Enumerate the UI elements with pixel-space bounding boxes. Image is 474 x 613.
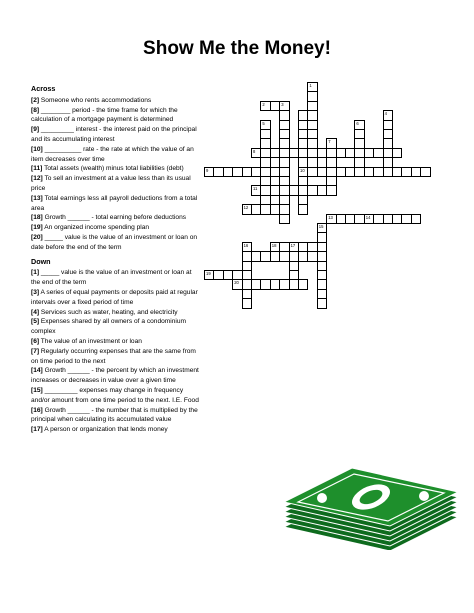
clue-number: [17] (31, 426, 43, 434)
grid-cell[interactable] (213, 167, 223, 177)
grid-cell[interactable] (279, 120, 289, 130)
clue-number: [5] (31, 318, 40, 326)
grid-cell[interactable] (345, 167, 355, 177)
grid-cell[interactable] (411, 167, 421, 177)
across-clue (31, 145, 201, 165)
grid-cell[interactable] (298, 157, 308, 167)
grid-cell[interactable] (364, 167, 374, 177)
grid-cell[interactable] (354, 129, 364, 139)
across-clue (31, 96, 201, 106)
cell-number: 8 (253, 148, 256, 154)
grid-cell[interactable] (260, 251, 270, 261)
grid-cell[interactable] (242, 270, 252, 280)
grid-cell[interactable] (392, 214, 402, 224)
clue-text: __________ rate - the rate at which the value of an item decreases over time (31, 145, 194, 163)
clue-text: A series of equal payments or deposits paid at regular intervals over a fixed period of time (31, 288, 198, 306)
grid-cell[interactable] (383, 120, 393, 130)
clue-number: [11] (31, 165, 43, 173)
across-clue (31, 233, 201, 253)
grid-cell[interactable] (279, 157, 289, 167)
grid-cell[interactable] (279, 185, 289, 195)
grid-cell[interactable] (232, 279, 242, 289)
grid-cell[interactable] (298, 195, 308, 205)
cell-number: 18 (271, 242, 277, 248)
grid-cell[interactable] (232, 270, 242, 280)
grid-cell[interactable] (279, 251, 289, 261)
grid-cell[interactable] (373, 214, 383, 224)
grid-cell[interactable] (260, 148, 270, 158)
down-clues (31, 268, 201, 435)
grid-cell[interactable] (260, 167, 270, 177)
grid-cell[interactable] (307, 91, 317, 101)
down-clue (31, 406, 201, 426)
down-clue (31, 288, 201, 308)
grid-cell[interactable] (317, 185, 327, 195)
grid-cell[interactable] (279, 195, 289, 205)
grid-cell[interactable] (298, 120, 308, 130)
grid-cell[interactable] (326, 214, 336, 224)
clue-text: A person or organization that lends money (42, 426, 168, 434)
grid-cell[interactable] (307, 120, 317, 130)
grid-cell[interactable] (270, 251, 280, 261)
down-clue (31, 308, 201, 318)
grid-cell[interactable] (411, 214, 421, 224)
grid-cell[interactable] (204, 270, 214, 280)
grid-cell[interactable] (223, 167, 233, 177)
clue-text: Growth ______ - the number that is multiplied by the principal when calculating its accumulated value (31, 406, 198, 424)
clue-text: ________ period - the time frame for which the calculation of a mortgage payment is determined (31, 106, 178, 124)
grid-cell[interactable] (307, 138, 317, 148)
clue-text: Expenses shared by all owners of a condominium complex (31, 318, 187, 336)
cell-number: 11 (253, 186, 258, 192)
grid-cell[interactable] (260, 279, 270, 289)
cell-number: 6 (356, 120, 359, 126)
grid-cell[interactable] (298, 279, 308, 289)
grid-cell[interactable] (383, 157, 393, 167)
clue-text: To sell an investment at a value less than its usual price (31, 175, 191, 192)
across-clues (31, 96, 201, 253)
banknote-corner-mark (419, 491, 429, 501)
grid-cell[interactable] (270, 167, 280, 177)
grid-cell[interactable] (383, 167, 393, 177)
grid-cell[interactable] (251, 251, 261, 261)
grid-cell[interactable] (204, 167, 214, 177)
clue-text: Services such as water, heating, and electricity (39, 308, 178, 316)
grid-cell[interactable] (326, 148, 336, 158)
grid-cell[interactable] (307, 82, 317, 92)
clue-number: [10] (31, 145, 43, 153)
clue-text: Total earnings less all payroll deductions from a total area (31, 194, 198, 212)
grid-cell[interactable] (298, 204, 308, 214)
grid-cell[interactable] (307, 251, 317, 261)
grid-cell[interactable] (383, 110, 393, 120)
grid-cell[interactable] (317, 279, 327, 289)
down-clue (31, 366, 201, 386)
grid-cell[interactable] (354, 148, 364, 158)
grid-cell[interactable] (298, 148, 308, 158)
clue-number: [4] (31, 308, 40, 316)
grid-cell[interactable] (401, 167, 411, 177)
clue-text: Growth ______ - total earning before deductions (42, 214, 187, 222)
clue-number: [16] (31, 406, 43, 414)
clue-text: Total assets (wealth) minus total liabilities (debt) (42, 165, 184, 173)
grid-cell[interactable] (298, 242, 308, 252)
grid-cell[interactable] (317, 270, 327, 280)
grid-cell[interactable] (279, 101, 289, 111)
grid-cell[interactable] (242, 289, 252, 299)
down-clue (31, 337, 201, 347)
money-stack-icon (282, 440, 460, 550)
grid-cell[interactable] (270, 204, 280, 214)
grid-cell[interactable] (289, 261, 299, 271)
grid-cell[interactable] (242, 261, 252, 271)
grid-cell[interactable] (260, 138, 270, 148)
down-clue (31, 425, 201, 435)
grid-cell[interactable] (251, 204, 261, 214)
across-clue (31, 213, 201, 223)
grid-cell[interactable] (317, 298, 327, 308)
grid-cell[interactable] (270, 279, 280, 289)
cell-number: 13 (328, 214, 333, 220)
puzzle-title: Show Me the Money! (143, 38, 331, 59)
grid-cell[interactable] (298, 138, 308, 148)
grid-cell[interactable] (317, 232, 327, 242)
grid-cell[interactable] (242, 279, 252, 289)
grid-cell[interactable] (242, 298, 252, 308)
grid-cell[interactable] (326, 138, 336, 148)
grid-cell[interactable] (251, 185, 261, 195)
cell-number: 17 (290, 242, 296, 248)
cell-number: 4 (384, 111, 387, 117)
grid-cell[interactable] (213, 270, 223, 280)
cell-number: 9 (206, 167, 209, 173)
clue-number: [18] (31, 214, 43, 222)
grid-cell[interactable] (289, 185, 299, 195)
clue-number: [7] (31, 347, 40, 355)
grid-cell[interactable] (270, 148, 280, 158)
grid-cell[interactable] (279, 148, 289, 158)
cell-number: 10 (300, 167, 305, 173)
clue-number: [9] (31, 126, 40, 134)
grid-cell[interactable] (298, 167, 308, 177)
grid-cell[interactable] (279, 214, 289, 224)
grid-cell[interactable] (251, 279, 261, 289)
clue-number: [3] (31, 288, 40, 296)
grid-cell[interactable] (307, 157, 317, 167)
across-clue (31, 223, 201, 233)
grid-cell[interactable] (307, 148, 317, 158)
grid-cell[interactable] (336, 214, 346, 224)
grid-cell[interactable] (317, 242, 327, 252)
across-clue (31, 194, 201, 214)
grid-cell[interactable] (289, 242, 299, 252)
grid-cell[interactable] (279, 129, 289, 139)
down-clue (31, 386, 201, 406)
cell-number: 14 (365, 214, 371, 220)
grid-cell[interactable] (326, 185, 336, 195)
grid-cell[interactable] (307, 185, 317, 195)
grid-cell[interactable] (420, 167, 430, 177)
grid-cell[interactable] (354, 167, 364, 177)
clue-number: [13] (31, 194, 43, 202)
clue-number: [19] (31, 224, 43, 232)
grid-cell[interactable] (260, 101, 270, 111)
clue-text: _____ value is the value of an investment or loan on date before the end of the term (31, 233, 198, 251)
across-clue (31, 174, 201, 194)
grid-cell[interactable] (242, 251, 252, 261)
cell-number: 16 (243, 242, 249, 248)
cell-number: 7 (328, 139, 331, 145)
cell-number: 15 (318, 224, 324, 229)
grid-cell[interactable] (260, 185, 270, 195)
grid-cell[interactable] (260, 120, 270, 130)
banknote-corner-mark (317, 493, 327, 503)
grid-cell[interactable] (326, 167, 336, 177)
down-clue (31, 268, 201, 288)
grid-cell[interactable] (383, 129, 393, 139)
clue-number: [1] (31, 269, 40, 277)
grid-cell[interactable] (317, 251, 327, 261)
grid-cell[interactable] (392, 167, 402, 177)
across-heading: Across (31, 84, 56, 93)
grid-cell[interactable] (232, 167, 242, 177)
grid-cell[interactable] (354, 120, 364, 130)
grid-cell[interactable] (298, 176, 308, 186)
cell-number: 20 (234, 280, 239, 286)
grid-cell[interactable] (298, 110, 308, 120)
grid-cell[interactable] (279, 279, 289, 289)
cell-number: 5 (262, 120, 265, 126)
down-heading: Down (31, 256, 51, 266)
cell-number: 2 (262, 101, 265, 107)
grid-cell[interactable] (392, 148, 402, 158)
clue-text: _____ value is the value of an investment or loan at the end of the term (31, 269, 192, 287)
clue-number: [15] (31, 386, 43, 394)
grid-cell[interactable] (354, 138, 364, 148)
clue-text: Someone who rents accommodations (39, 96, 152, 104)
grid-cell[interactable] (223, 270, 233, 280)
clue-text: _________ interest - the interest paid on the principal and its accumulating interest (31, 126, 197, 143)
clue-number: [12] (31, 175, 43, 183)
grid-cell[interactable] (317, 167, 327, 177)
grid-cell[interactable] (317, 223, 327, 233)
grid-cell[interactable] (307, 129, 317, 139)
grid-cell[interactable] (289, 251, 299, 261)
across-clue (31, 164, 201, 174)
grid-cell[interactable] (289, 279, 299, 289)
grid-cell[interactable] (298, 251, 308, 261)
grid-cell[interactable] (242, 204, 252, 214)
grid-cell[interactable] (260, 176, 270, 186)
grid-cell[interactable] (298, 185, 308, 195)
grid-cell[interactable] (270, 185, 280, 195)
grid-cell[interactable] (242, 167, 252, 177)
grid-cell[interactable] (260, 129, 270, 139)
cell-number: 1 (309, 83, 312, 88)
across-clue (31, 106, 201, 126)
clue-text: Regularly occurring expenses that are the same from on time period to the next (31, 347, 196, 365)
across-clue (31, 125, 201, 145)
grid-cell[interactable] (326, 176, 336, 186)
cell-number: 12 (243, 205, 249, 211)
grid-cell[interactable] (307, 242, 317, 252)
grid-cell[interactable] (260, 157, 270, 167)
grid-cell[interactable] (307, 167, 317, 177)
grid-cell[interactable] (317, 289, 327, 299)
grid-cell[interactable] (279, 167, 289, 177)
clue-number: [6] (31, 337, 40, 345)
grid-cell[interactable] (279, 110, 289, 120)
grid-cell[interactable] (317, 148, 327, 158)
grid-cell[interactable] (279, 204, 289, 214)
cell-number: 19 (206, 271, 211, 276)
clue-text: An organized income spending plan (42, 224, 150, 232)
cell-number: 3 (281, 101, 284, 107)
grid-cell[interactable] (279, 176, 289, 186)
grid-cell[interactable] (364, 148, 374, 158)
grid-cell[interactable] (364, 214, 374, 224)
grid-cell[interactable] (354, 157, 364, 167)
grid-cell[interactable] (383, 214, 393, 224)
grid-cell[interactable] (373, 148, 383, 158)
grid-cell[interactable] (307, 101, 317, 111)
grid-cell[interactable] (279, 242, 289, 252)
grid-cell[interactable] (251, 148, 261, 158)
grid-cell[interactable] (336, 167, 346, 177)
clue-number: [8] (31, 106, 40, 114)
grid-cell[interactable] (345, 214, 355, 224)
clue-text: _________ expenses may change in frequency and/or amount from one time period to the next. I.E. Food (31, 386, 199, 404)
grid-cell[interactable] (383, 138, 393, 148)
grid-cell[interactable] (279, 138, 289, 148)
clue-number: [14] (31, 367, 43, 375)
clue-list (31, 84, 201, 435)
down-clue (31, 317, 201, 337)
grid-cell[interactable] (270, 242, 280, 252)
grid-cell[interactable] (298, 129, 308, 139)
clue-text: The value of an investment or loan (39, 337, 142, 345)
grid-cell[interactable] (354, 214, 364, 224)
grid-cell[interactable] (345, 148, 355, 158)
grid-cell[interactable] (242, 242, 252, 252)
grid-cell[interactable] (289, 270, 299, 280)
grid-cell[interactable] (336, 148, 346, 158)
clue-text: Growth ______ - the percent by which an investment increases or decreases in value over a given time (31, 367, 199, 385)
grid-cell[interactable] (373, 167, 383, 177)
grid-cell[interactable] (270, 101, 280, 111)
grid-cell[interactable] (326, 157, 336, 167)
grid-cell[interactable] (289, 148, 299, 158)
grid-cell[interactable] (260, 204, 270, 214)
grid-cell[interactable] (251, 167, 261, 177)
grid-cell[interactable] (260, 195, 270, 205)
grid-cell[interactable] (383, 148, 393, 158)
grid-cell[interactable] (307, 110, 317, 120)
grid-cell[interactable] (317, 261, 327, 271)
clue-number: [20] (31, 233, 43, 241)
down-clue (31, 347, 201, 367)
grid-cell[interactable] (401, 214, 411, 224)
clue-number: [2] (31, 96, 40, 104)
